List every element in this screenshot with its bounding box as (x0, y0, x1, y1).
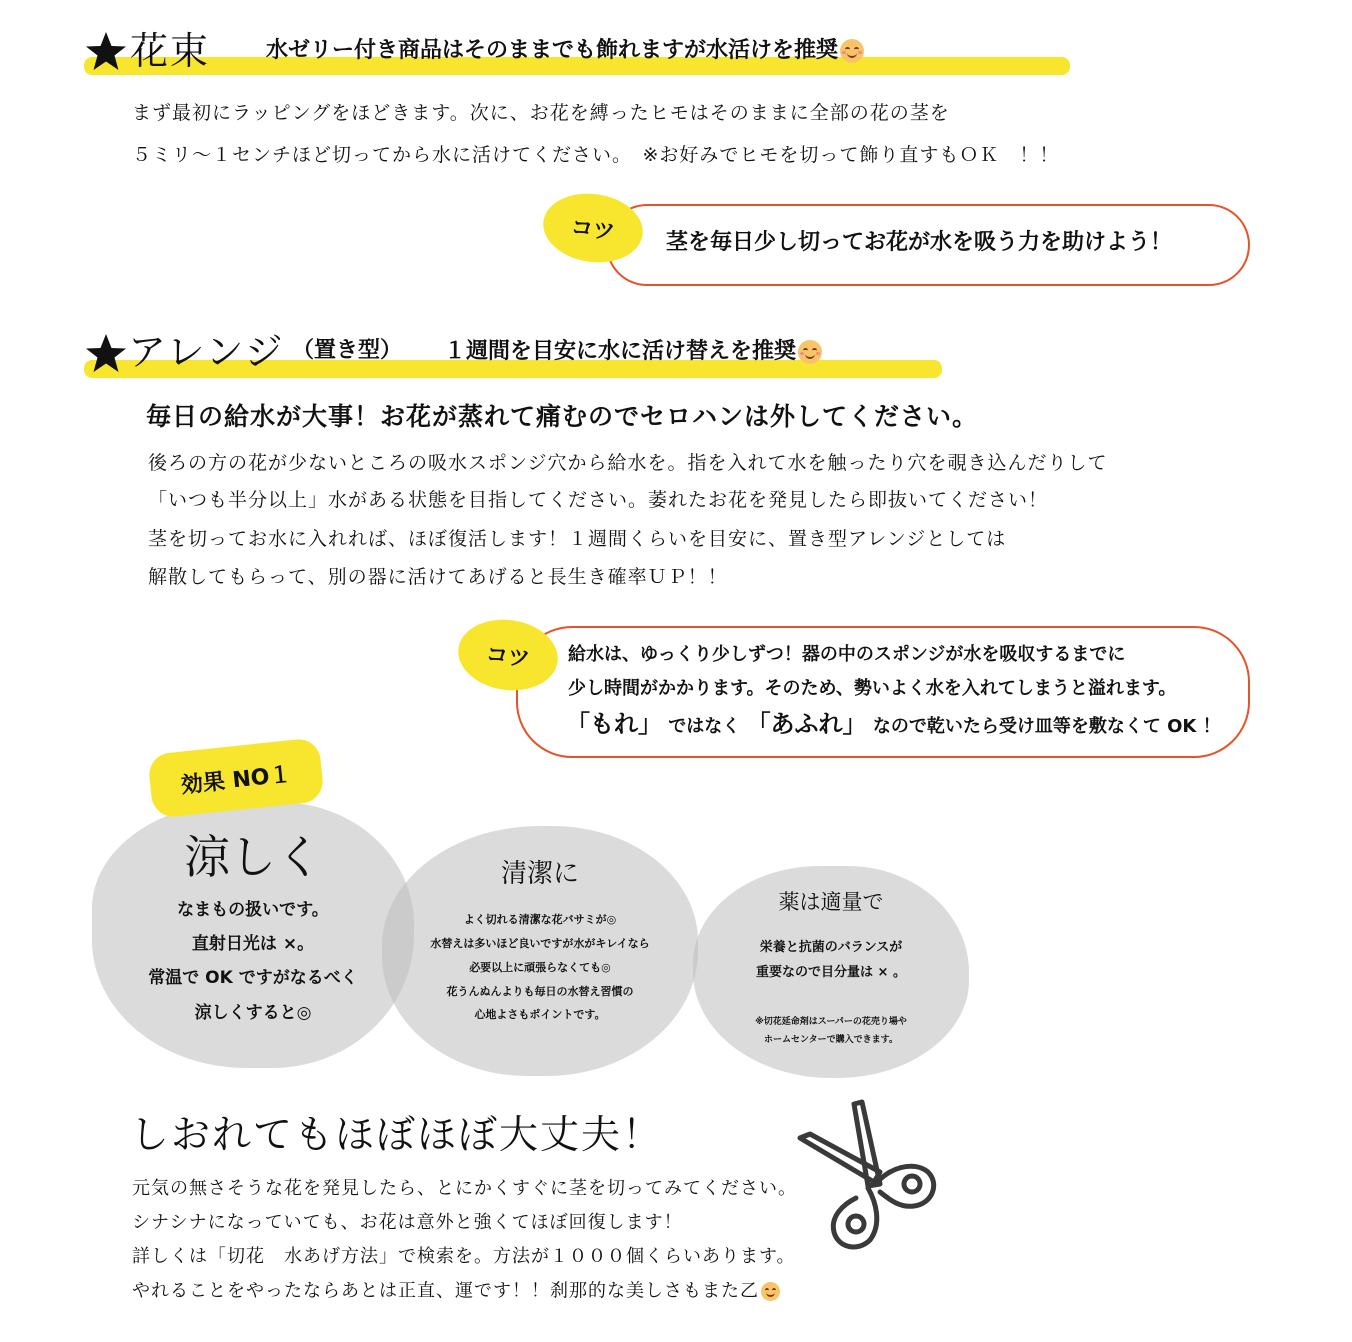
blob2-line-4: 花うんぬんよりも毎日の水替え習慣の (446, 985, 634, 998)
section1-subtitle: 水ゼリー付き商品はそのままでも飾れますが水活けを推奨 (266, 39, 864, 63)
section3-line-1: 元気の無さそうな花を発見したら、とにかくすぐに茎を切ってみてください。 (132, 1178, 797, 1199)
effect-tag: 効果 NO１ (147, 737, 325, 819)
tip-badge-1: コツ (539, 187, 647, 268)
blob3-title: 薬は適量で (778, 890, 884, 914)
tip-badge-2: コツ (454, 613, 563, 696)
smile-emoji-icon (798, 340, 822, 364)
star-icon (84, 30, 128, 74)
section1-line-2: ５ミリ～１センチほど切ってから水に活けてください。 ※お好みでヒモを切って飾り直すもＯＫ ！！ (132, 144, 1060, 166)
tip-line-1: 給水は、ゆっくり少しずつ！器の中のスポンジが水を吸収するまでに (568, 644, 1126, 665)
tip-emphasis-more: 「もれ」 (566, 710, 662, 738)
blob1-line-4: 涼しくすると◎ (194, 1003, 312, 1023)
section2-title-paren: （置き型） (292, 338, 403, 363)
section3-headline: しおれてもほぼほぼ大丈夫！ (130, 1113, 664, 1158)
section2-line-3: 茎を切ってお水に入れれば、ほぼ復活します！１週間くらいを目安に、置き型アレンジとしては (148, 528, 1007, 550)
blob1-line-1: なまもの扱いです。 (177, 900, 329, 920)
blob2-line-2: 水替えは多いほど良いですが水がキレイなら (430, 937, 650, 950)
tip-emphasis-afure: 「あふれ」 (746, 710, 867, 738)
scissors-icon (796, 1098, 942, 1254)
section2-subtitle: １週間を目安に水に活け替えを推奨 (444, 340, 822, 364)
blob3-line-1: 栄養と抗菌のバランスが (759, 940, 903, 955)
tip-text-1: 茎を毎日少し切ってお花が水を吸う力を助けよう！ (666, 230, 1173, 255)
blob1-line-3: 常温で OK ですがなるべく (148, 968, 358, 988)
section2-line-1: 後ろの方の花が少ないところの吸水スポンジ穴から給水を。指を入れて水を触ったり穴を覗き込んだりして (148, 452, 1108, 474)
blob3-note-1: ※切花延命剤はスーパーの花売り場や (755, 1017, 907, 1027)
section2-title: アレンジ (128, 330, 285, 374)
smile-emoji-icon (840, 39, 864, 63)
section2-headline: 毎日の給水が大事！お花が蒸れて痛むのでセロハンは外してください。 (146, 402, 979, 431)
blob1-line-2: 直射日光は ×。 (191, 934, 315, 954)
section3-line-2: シナシナになっていても、お花は意外と強くてほぼ回復します！ (132, 1212, 683, 1233)
blob1-title: 涼しく (184, 830, 322, 884)
section1-line-1: まず最初にラッピングをほどきます。次に、お花を縛ったヒモはそのままに全部の花の茎を (132, 102, 950, 124)
blob2-line-5: 心地よさもポイントです。 (474, 1008, 606, 1021)
section2-line-4: 解散してもらって、別の器に活けてあげると長生き確率ＵＰ！！ (148, 566, 728, 588)
blob2-title: 清潔に (500, 859, 579, 889)
blob3-line-2: 重要なので目分量は × 。 (756, 965, 906, 980)
tip-line-3: 「もれ」 ではなく 「あふれ」 なので乾いたら受け皿等を敷なくて OK ！ (566, 710, 1221, 738)
section3-line-3: 詳しくは「切花 水あげ方法」で検索を。方法が１０００個くらいあります。 (132, 1246, 796, 1267)
blob2-line-3: 必要以上に頑張らなくても◎ (469, 961, 611, 974)
tip-line-2: 少し時間がかかります。そのため、勢いよく水を入れてしまうと溢れます。 (568, 678, 1177, 699)
blob2-line-1: よく切れる清潔な花バサミが◎ (463, 913, 617, 926)
section2-line-2: 「いつも半分以上」水がある状態を目指してください。萎れたお花を発見したら即抜いてください！ (148, 489, 1049, 511)
smile-emoji-icon (761, 1282, 780, 1301)
star-icon (84, 332, 128, 376)
blob3-note-2: ホームセンターで購入できます。 (764, 1035, 898, 1045)
section3-line-4: やれることをやったならあとは正直、運です！！刹那的な美しさもまた乙 (132, 1282, 780, 1301)
section1-title: 花束 (130, 29, 211, 73)
